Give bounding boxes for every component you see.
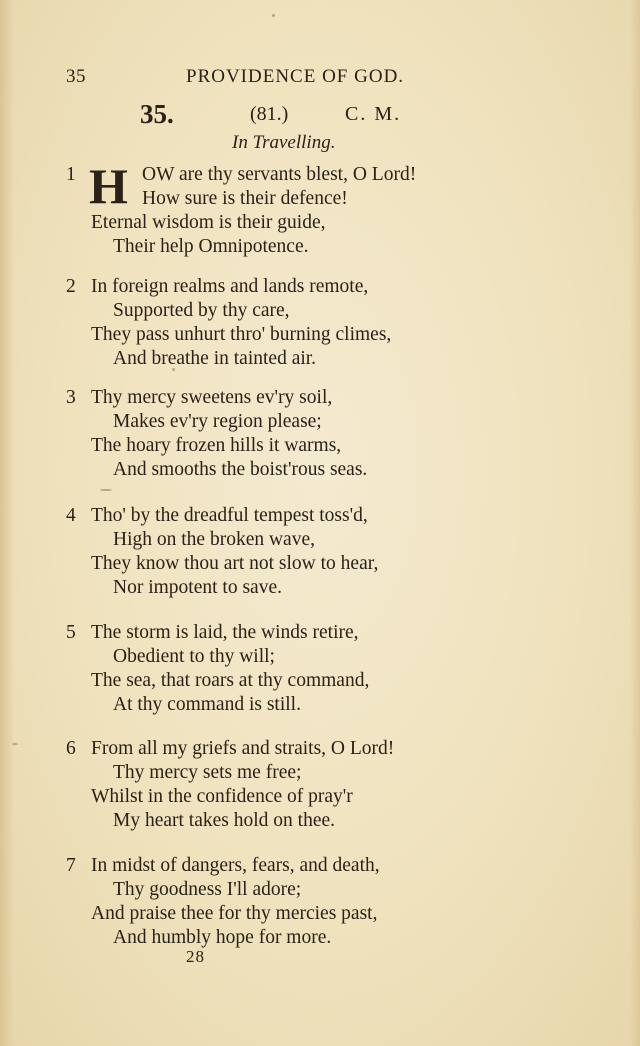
- verse-line: Whilst in the confidence of pray'r: [91, 786, 353, 807]
- verse-line: The sea, that roars at thy command,: [91, 670, 370, 691]
- verse-number: 4: [66, 505, 76, 526]
- tune-reference: (81.): [250, 103, 289, 125]
- ink-speck: [12, 743, 18, 745]
- ink-speck: [100, 489, 112, 491]
- hymn-subtitle: In Travelling.: [232, 132, 336, 153]
- verse-line: The storm is laid, the winds retire,: [91, 622, 359, 643]
- hymn-meter: C. M.: [345, 103, 402, 125]
- verse-line: And humbly hope for more.: [113, 927, 332, 948]
- verse-line: And breathe in tainted air.: [113, 348, 317, 369]
- verse-line: High on the broken wave,: [113, 529, 315, 550]
- verse-line: Tho' by the dreadful tempest toss'd,: [91, 505, 368, 526]
- verse-line: At thy command is still.: [113, 694, 301, 715]
- verse-line: In midst of dangers, fears, and death,: [91, 855, 380, 876]
- section-title: PROVIDENCE OF GOD.: [186, 66, 405, 87]
- verse-line: Their help Omnipotence.: [113, 236, 309, 257]
- verse-line: Nor impotent to save.: [113, 577, 282, 598]
- verse-line: Thy mercy sweetens ev'ry soil,: [91, 387, 333, 408]
- verse-line: The hoary frozen hills it warms,: [91, 435, 342, 456]
- verse-line: My heart takes hold on thee.: [113, 810, 336, 831]
- verse-line: From all my griefs and straits, O Lord!: [91, 738, 395, 759]
- verse-line: Thy goodness I'll adore;: [113, 879, 302, 900]
- verse-line: Obedient to thy will;: [113, 646, 275, 667]
- verse-number: 3: [66, 387, 76, 408]
- verse-number: 1: [66, 164, 76, 185]
- verse-line: Eternal wisdom is their guide,: [91, 212, 326, 233]
- verse-line: And smooths the boist'rous seas.: [113, 459, 368, 480]
- verse-line: How sure is their defence!: [142, 188, 348, 209]
- verse-line: OW are thy servants blest, O Lord!: [142, 164, 417, 185]
- verse-line: And praise thee for thy mercies past,: [91, 903, 378, 924]
- ink-speck: [272, 14, 275, 17]
- verse-number: 2: [66, 276, 76, 297]
- hymn-heading: [140, 101, 440, 129]
- page-number: 35: [66, 66, 86, 87]
- drop-cap: H: [89, 158, 128, 214]
- verse-number: 7: [66, 855, 76, 876]
- verse-number: 6: [66, 738, 76, 759]
- verse-number: 5: [66, 622, 76, 643]
- signature-mark: 28: [186, 947, 205, 966]
- hymn-number: 35.: [140, 99, 174, 129]
- verse-line: In foreign realms and lands remote,: [91, 276, 369, 297]
- verse-line: They pass unhurt thro' burning climes,: [91, 324, 392, 345]
- verse-line: Makes ev'ry region please;: [113, 411, 322, 432]
- verse-line: Supported by thy care,: [113, 300, 290, 321]
- verse-line: Thy mercy sets me free;: [113, 762, 302, 783]
- verse-line: They know thou art not slow to hear,: [91, 553, 379, 574]
